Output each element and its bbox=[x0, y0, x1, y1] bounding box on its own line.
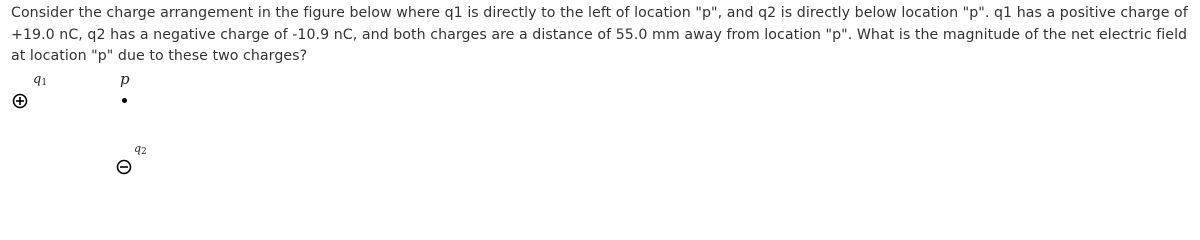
q1-subscript: 1 bbox=[41, 78, 48, 88]
q1-letter: q bbox=[33, 72, 42, 87]
positive-charge-icon bbox=[12, 93, 28, 109]
charge-figure bbox=[0, 60, 200, 180]
q2-subscript: 2 bbox=[141, 147, 147, 157]
negative-charge-icon bbox=[116, 159, 132, 175]
question-text: Consider the charge arrangement in the figure below where q1 is directly to the left of location "p", and q2 is directly below location "p". q1 has a positive charge of +19.0 nC, q2 has a negative charge of -10.9 nC, and both charges are a distance of 55.0 mm away from location "p". What is the magnitude of the net electric field at location "p" due to these two charges? bbox=[11, 5, 1188, 64]
q2-label bbox=[134, 142, 147, 155]
location-p-dot bbox=[122, 98, 127, 103]
q1-label bbox=[33, 72, 47, 87]
q2-letter: q bbox=[134, 142, 142, 155]
p-label: p bbox=[120, 70, 130, 88]
